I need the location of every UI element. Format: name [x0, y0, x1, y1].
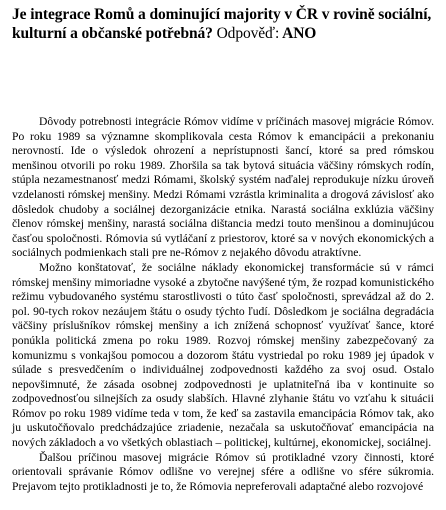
- paragraph: Ďalšou príčinou masovej migrácie Rómov sú protikladné vzory činnosti, ktoré orientovali správanie Rómov odlišne vo verejnej sfére a odlišne vo sfére súkromia. Prejavom tejto protikladnosti je to, že Rómovia nepreferovali adaptačné alebo rozvojové: [12, 450, 434, 493]
- paragraph: Možno konštatovať, že sociálne náklady ekonomickej transformácie sú v rámci rómskej menšiny mimoriadne vysoké a zbytočne navýšené tým, že rozpad komunistického režimu vybudovaného systému starostlivosti o túto časť spoločnosti, sprevádzal až do 2. pol. 90-tych rokov nezáujem štátu o osudy týchto ľudí. Dôsledkom je sociálna degradácia väčšiny príslušníkov rómskej menšiny a ich znížená schopnosť využívať šance, ktoré ponúkla politická zmena po roku 1989. Rozvoj rómskej menšiny zabezpečovaný za komunizmu s vonkajšou pomocou a dozorom štátu vystriedal po roku 1989 jej úpadok v súlade s presvedčením o individuálnej zodpovednosti každého za svoj osud. Ostalo nepovšimnuté, že zásada osobnej zodpovednosti je uplatniteľná iba v kontinuite so zodpovednosťou silnejších za osudy slabších. Hlavné zlyhanie štátu vo vzťahu k situácii Rómov po roku 1989 vidíme teda v tom, že keď sa zastavila emancipácia Rómov tak, ako ju uskutočňovalo predchádzajúce zriadenie, nezačala sa uskutočňovať emancipácia na nových základoch a vo všetkých oblastiach – politickej, kultúrnej, ekonomickej, sociálnej.: [12, 260, 434, 450]
- question-heading: [12, 0, 434, 43]
- body-text: [12, 115, 434, 494]
- answer-value: ANO: [282, 25, 317, 42]
- question-text: Je integrace Romů a dominující majority v ČR v rovině sociální, kulturní a občanské potřebná?: [12, 6, 432, 42]
- answer-label: Odpověď:: [216, 25, 280, 42]
- paragraph: Dôvody potrebnosti integrácie Rómov vidíme v príčinách masovej migrácie Rómov. Po roku 1989 sa významne skomplikovala cesta Rómov k emancipácii a prekonaniu nerovností. Ide o výsledok ohrození a neprístupnosti šancí, ktoré sa pred rómskou menšinou otvorili po roku 1989. Zhoršila sa tak bytová situácia väčšiny rómskych rodín, stúpla nezamestnanosť medzi Rómami, školský systém naďalej reprodukuje nízku úroveň vzdelanosti rómskej menšiny. Medzi Rómami vzrástla kriminalita a drogová závislosť ako dôsledok chudoby a sociálnej dezorganizácie etnika. Narastá sociálna exklúzia väčšiny členov rómskej menšiny, narastá sociálna dištancia medzi touto menšinou a dominujúcou časťou spoločnosti. Rómovia sú vytláčaní z priestorov, ktoré sa v nových ekonomických a sociálnych podmienkach stali pre ne-Rómov z nejakého dôvodu atraktívne.: [12, 115, 434, 260]
